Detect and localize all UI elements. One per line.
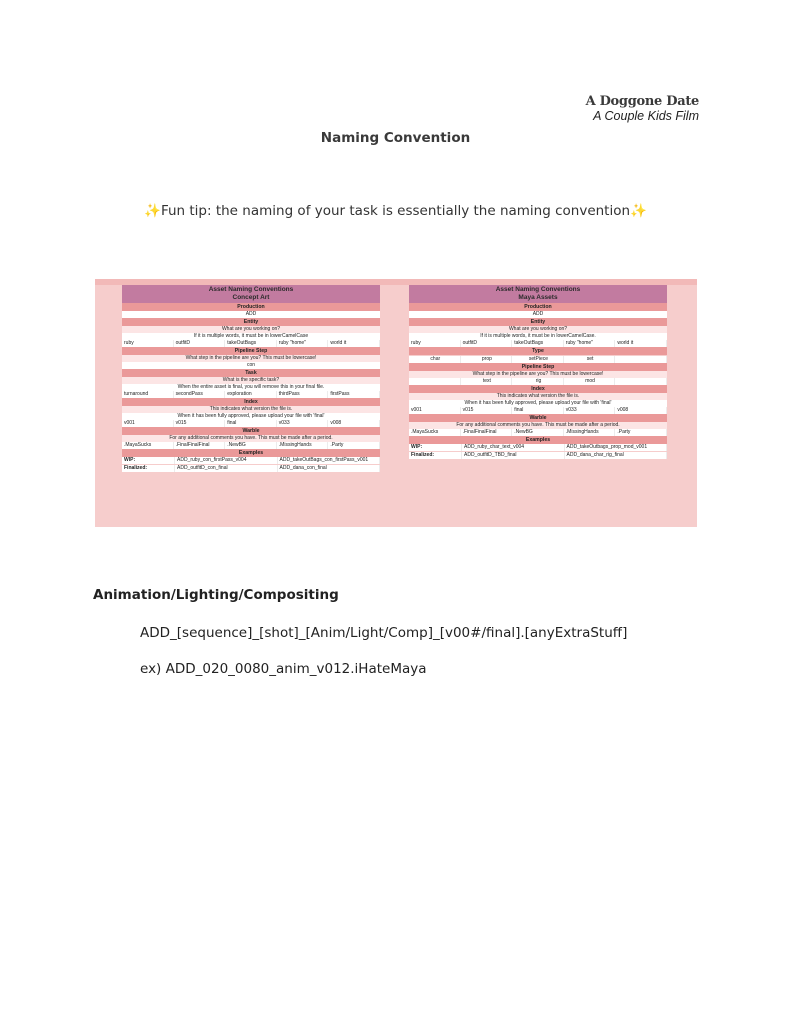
table-row: Finalized: ADD_outfitD_TBD_final ADD_dana_char_rig_final [409, 452, 667, 459]
section-task: Task [122, 369, 380, 377]
section-warble: Warble [409, 414, 667, 422]
section-examples: Examples [122, 449, 380, 457]
film-subtitle: A Couple Kids Film [593, 109, 699, 123]
section-examples: Examples [409, 436, 667, 444]
section-type: Type [409, 347, 667, 355]
section-entity: Entity [122, 318, 380, 326]
pipeline-question: What step in the pipeline are you? This must be lowercase! [122, 355, 380, 362]
task-note: When the entire asset is final, you will remove this in your final file. [122, 384, 380, 391]
naming-example: ex) ADD_020_0080_anim_v012.iHateMaya [140, 661, 427, 677]
table-row: .MayaSucks .FinalFinalFinal .NewBG .MissingHands .Party [122, 442, 380, 449]
section-heading: Animation/Lighting/Compositing [93, 587, 339, 603]
table-row: text rig mod [409, 378, 667, 385]
section-warble: Warble [122, 427, 380, 435]
table-row: Finalized: ADD_outfitD_con_final ADD_dana_con_final [122, 465, 380, 472]
table-row: WIP: ADD_ruby_con_firstPass_v004 ADD_takeOutBags_con_firstPass_v001 [122, 457, 380, 464]
table-row: WIP: ADD_ruby_char_text_v004 ADD_takeOutbags_prop_mod_v001 [409, 444, 667, 451]
table-row: char prop setPiece set [409, 356, 667, 363]
section-production: Production [122, 303, 380, 311]
page-title: Naming Convention [320, 130, 471, 146]
maya-assets-table [409, 285, 667, 459]
section-entity: Entity [409, 318, 667, 326]
section-production: Production [409, 303, 667, 311]
table-header: Asset Naming Conventions Concept Art [122, 285, 380, 303]
sparkle-icon: ✨ [630, 203, 647, 219]
naming-convention-sheet [95, 279, 697, 527]
index-note: When it has been fully approved, please upload your file with 'final' [409, 400, 667, 407]
naming-pattern: ADD_[sequence]_[shot]_[Anim/Light/Comp]_[v00#/final].[anyExtraStuff] [140, 625, 628, 641]
section-pipeline-step: Pipeline Step [409, 363, 667, 371]
index-question: This indicates what version the file is. [122, 406, 380, 413]
section-index: Index [122, 398, 380, 406]
entity-note: If it is multiple words, it must be in lowerCamelCase [122, 333, 380, 340]
pipeline-question: What step in the pipeline are you? This must be lowercase! [409, 371, 667, 378]
table-row: ruby outfitD takeOutBags ruby "home" world it [409, 340, 667, 347]
table-row: v001 v015 final v033 v008 [409, 407, 667, 414]
entity-note: If it is multiple words, it must be in lowerCamelCase. [409, 333, 667, 340]
film-logo: A Doggone Date [585, 94, 699, 109]
table-row: turnaround secondPass exploration thirdPass firstPass [122, 391, 380, 398]
pipeline-value: con [122, 362, 380, 369]
section-index: Index [409, 385, 667, 393]
table-row: ruby outfitD takeOutBags ruby "home" world it [122, 340, 380, 347]
index-question: This indicates what version the file is. [409, 393, 667, 400]
warble-question: For any additional comments you have. This must be made after a period. [409, 422, 667, 429]
concept-art-table [122, 285, 380, 472]
warble-question: For any additional comments you have. This must be made after a period. [122, 435, 380, 442]
entity-question: What are you working on? [122, 326, 380, 333]
fun-tip [0, 203, 791, 219]
table-row: .MayaSucks .FinalFinalFinal .NewBG .MissingHands .Party [409, 429, 667, 436]
table-header: Asset Naming Conventions Maya Assets [409, 285, 667, 303]
task-question: What is the specific task? [122, 377, 380, 384]
production-value: ADD [122, 311, 380, 318]
section-pipeline-step: Pipeline Step [122, 347, 380, 355]
brand-block [586, 94, 699, 123]
entity-question: What are you working on? [409, 326, 667, 333]
sparkle-icon: ✨ [144, 203, 161, 219]
fun-tip-text: Fun tip: the naming of your task is essentially the naming convention [160, 203, 631, 219]
table-row: v001 v015 final v033 v008 [122, 420, 380, 427]
index-note: When it has been fully approved, please upload your file with 'final' [122, 413, 380, 420]
production-value: ADD [409, 311, 667, 318]
